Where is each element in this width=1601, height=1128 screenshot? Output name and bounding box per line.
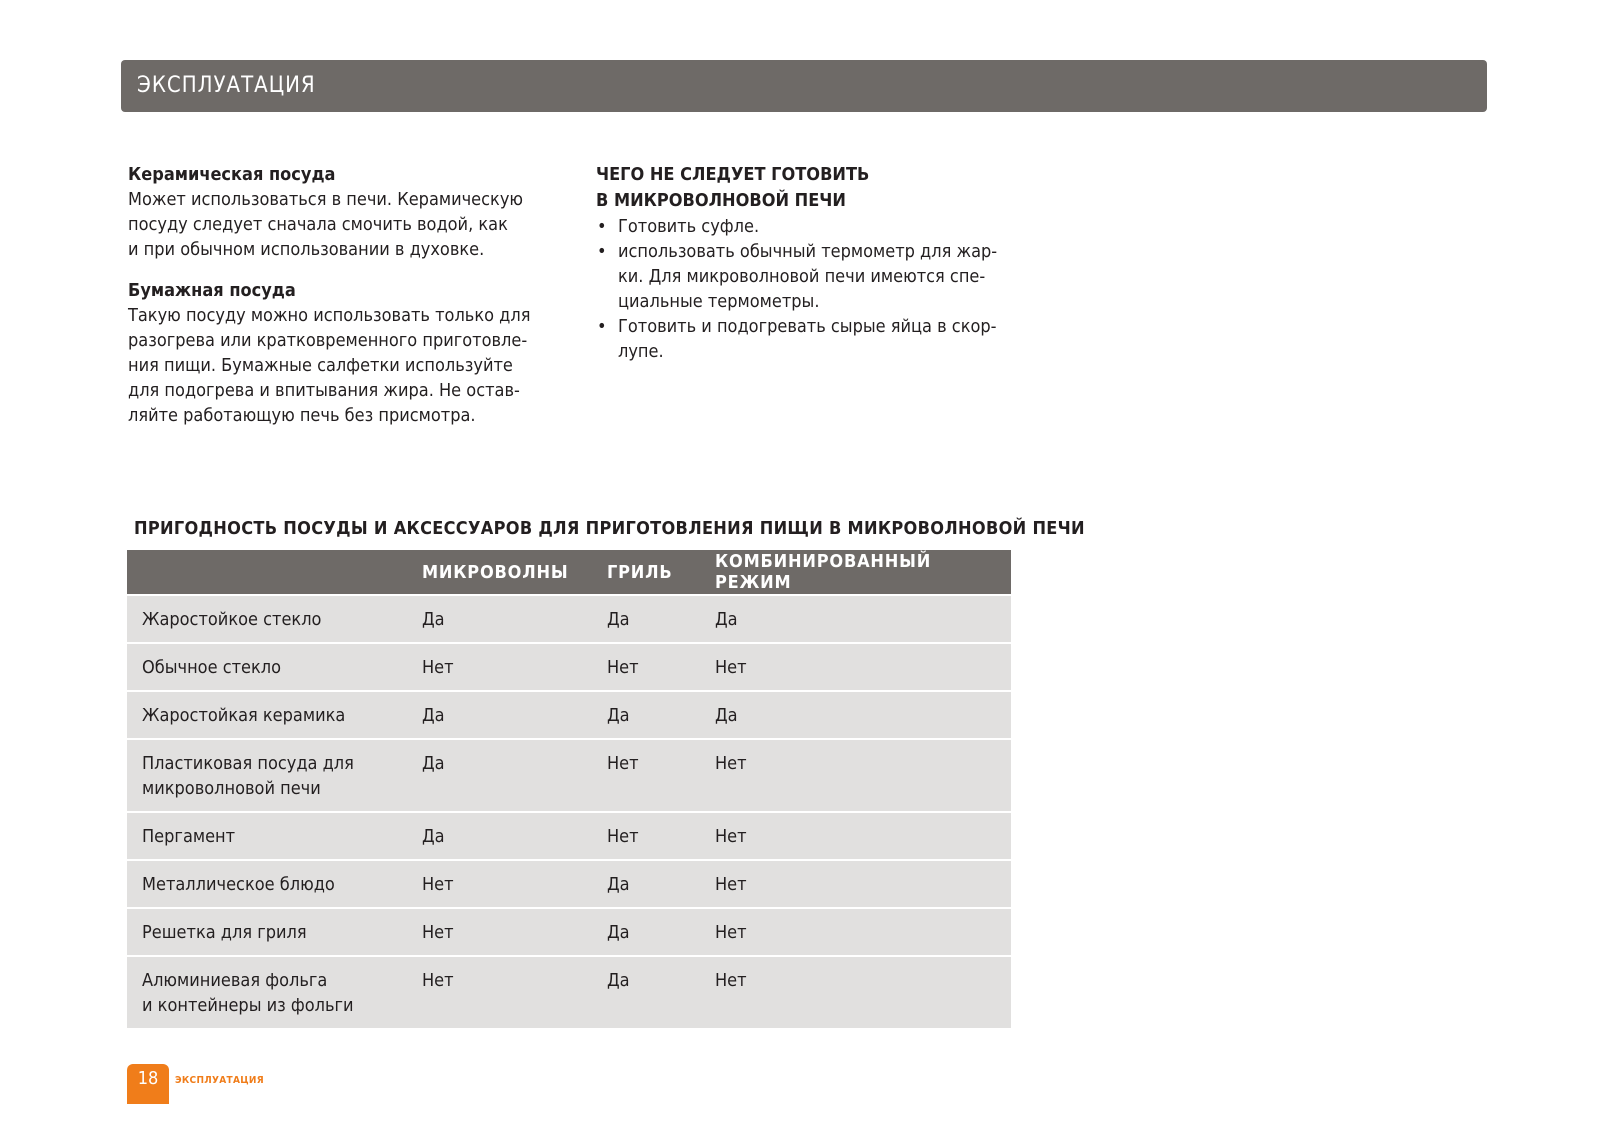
cell-microwave: Да [422,691,607,739]
warning-list-text: Готовить и подогревать сырые яйца в скор- [618,316,997,337]
table-row [127,812,1011,860]
table-header-combo: КОМБИНИРОВАННЫЙ РЕЖИМ [715,550,1011,595]
cell-grill: Да [607,595,715,643]
warning-list-item [596,314,1016,339]
item-name-line: и контейнеры из фольги [142,995,354,1016]
item-name-line: Алюминиевая фольга [142,970,328,991]
section-text-line: ляйте работающую печь без присмотра. [128,405,476,426]
table-row [127,908,1011,956]
item-name-line: микроволновой печи [142,778,321,799]
cell-microwave: Да [422,739,607,812]
cell-combo: Да [715,595,1011,643]
cell-grill: Да [607,956,715,1028]
page-number: 18 [127,1064,169,1104]
cell-microwave: Нет [422,643,607,691]
cell-grill: Нет [607,739,715,812]
cell-item-name [127,956,422,1028]
warning-list-text: циальные термометры. [618,291,820,312]
cell-item-name [127,860,422,908]
cell-combo: Нет [715,956,1011,1028]
cell-grill: Нет [607,643,715,691]
cell-microwave: Нет [422,956,607,1028]
item-name-line: Металлическое блюдо [142,874,335,895]
table-header-row [127,550,1011,595]
item-name-line: Пластиковая посуда для [142,753,354,774]
cell-combo: Нет [715,860,1011,908]
warning-heading-line-1: ЧЕГО НЕ СЛЕДУЕТ ГОТОВИТЬ [596,164,870,185]
item-name-line: Пергамент [142,826,236,847]
bullet-icon: • [597,216,607,237]
cell-grill: Да [607,908,715,956]
section-heading: Керамическая посуда [128,164,336,185]
table-header-microwave: МИКРОВОЛНЫ [422,550,607,595]
table-header-grill: ГРИЛЬ [607,550,715,595]
warning-list-item [596,289,1016,314]
cell-item-name [127,739,422,812]
item-name-line: Решетка для гриля [142,922,307,943]
header-bar [121,60,1487,112]
section-text-line: Такую посуду можно использовать только для [128,305,531,326]
cell-combo: Нет [715,643,1011,691]
cell-grill: Да [607,860,715,908]
bullet-icon: • [597,316,607,337]
section-heading: Бумажная посуда [128,280,296,301]
footer-section-label: ЭКСПЛУАТАЦИЯ [175,1075,264,1086]
page-title: ЭКСПЛУАТАЦИЯ [137,73,316,98]
table-row [127,956,1011,1028]
cell-microwave: Нет [422,908,607,956]
cell-item-name [127,812,422,860]
cell-item-name [127,595,422,643]
compatibility-table [127,550,1011,1028]
item-name-line: Жаростойкая керамика [142,705,346,726]
warning-list-text: лупе. [618,341,664,362]
cell-combo: Нет [715,812,1011,860]
table-row [127,691,1011,739]
warning-list-item [596,264,1016,289]
warning-list-item [596,239,1016,264]
warning-list-item [596,339,1016,364]
bullet-icon: • [597,241,607,262]
warning-list-item [596,214,1016,239]
cell-microwave: Да [422,812,607,860]
table-header-item [127,550,422,595]
cell-item-name [127,908,422,956]
section-text-line: и при обычном использовании в духовке. [128,239,485,260]
cell-grill: Да [607,691,715,739]
warning-list-text: Готовить суфле. [618,216,760,237]
section-text-line: Может использоваться в печи. Керамическую [128,189,524,210]
cell-microwave: Да [422,595,607,643]
left-column [128,162,558,428]
table-title: ПРИГОДНОСТЬ ПОСУДЫ И АКСЕССУАРОВ ДЛЯ ПРИГОТОВЛЕНИЯ ПИЩИ В МИКРОВОЛНОВОЙ ПЕЧИ [134,518,1085,539]
warning-list-text: ки. Для микроволновой печи имеются спе- [618,266,986,287]
table-row [127,860,1011,908]
cell-item-name [127,643,422,691]
cell-microwave: Нет [422,860,607,908]
section-text-line: для подогрева и впитывания жира. Не остав- [128,380,520,401]
table-row [127,595,1011,643]
item-name-line: Жаростойкое стекло [142,609,322,630]
table-row [127,739,1011,812]
section-text-line: ния пищи. Бумажные салфетки используйте [128,355,513,376]
cell-item-name [127,691,422,739]
warning-heading-line-2: В МИКРОВОЛНОВОЙ ПЕЧИ [596,190,846,211]
warning-list [596,214,1016,364]
cell-combo: Нет [715,739,1011,812]
item-name-line: Обычное стекло [142,657,282,678]
section-gap [128,262,558,278]
right-column [596,162,1016,364]
cell-combo: Да [715,691,1011,739]
table-row [127,643,1011,691]
cell-grill: Нет [607,812,715,860]
warning-list-text: использовать обычный термометр для жар- [618,241,998,262]
section-text-line: посуду следует сначала смочить водой, как [128,214,508,235]
cell-combo: Нет [715,908,1011,956]
section-text-line: разогрева или кратковременного приготовле- [128,330,528,351]
